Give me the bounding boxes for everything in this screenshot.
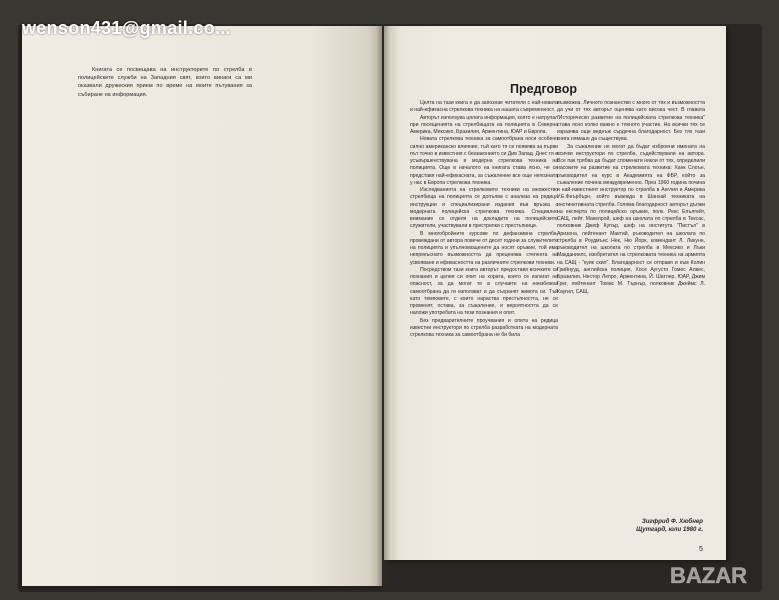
svg-text:BAZAR: BAZAR (670, 563, 747, 588)
paragraph: За съжаление не могат да бъдат изброени имената на всички инструктори по стрелба, съдействували на автора. Все пак трябва да бъдат споменати някои от тях, определили насоките на развитие на стрелковата техника: Ханк Слоън, ръководител на курс в Академията на ФБР, който за съжаление почина междувременно. През 1960 година почина и най-известният инструктор по стрелба в Англия и Америка У.Е.Феърбърн, който въвежда в Шанхай техниката на инстинктивната стрелба. Голяма благодарност авторът дължи на експерта по полицейско оръжие, полк. Рекс Епългейт, САЩ, лейт. Макелрой, шеф на школата по стрелба в Тексас, полковник Джеф Купър, шеф на института "Пистъл" в Аризона, лейтенант Мактий, ръководител на школата по стрелба в Роудмънс Нек, Ню Йорк, комендант Л. Ликунн, ръководител на школата по стрелба в Мексико и Лъки Макданиелс, изобретател на стрелковата техника на армията на САЩ - "куик скил". Благодарност се отправя и към Колин Грийнууд, английска полиция, Хосе Аугусто Гомес Алвес, Бразилия, Нестор Лепро, Аржентина, Й. Шатлер, ЮАР, Джим Грег, лейтенант Томас М. Търнър, полковник Джеймс Л. Каугил, САЩ. (557, 143, 705, 295)
paragraph: Посредством тази книга авторът предоставя всичките си познания и целия си опит на хората, които се излагат на опасност, за да могат те в случаите на неизбежна самоотбрана да ги използват и да съхранят живота си. Тъй като темповете, с които нараства престъпността, не се променят, остава, за съжаление, и вероятността да се наложи употребата на тези познания и опит. (410, 266, 558, 317)
paragraph: Изследванията на стрелковите техники на множество стрелбища на полицията се допълва с анализа на редица инструкции и специализирани издания във връзка с модерната полицейска стрелкова техника. Специално внимание се отделя на докладите на полицейските служители, участвували в престрелки с престъпници. (410, 187, 558, 230)
preface-column-right (557, 100, 705, 296)
author-name: Зигфрид Ф. Хюбнер (641, 518, 703, 525)
paragraph: Целта на тази книга е да запознае читателя с най-новата и най-ефикасна стрелкова техника на нашата съвременност. (410, 100, 558, 114)
page-title: Предговор (510, 82, 577, 96)
paragraph: Новата стрелкова техника за самоотбрана носи особено силно американско влияние, тъй като тя се появява за първи път точно в известния с беззаконието си Див Запад. Днес тя е усъвършенствувана в модерна стрелкова техника на полицията. Още в началото на книгата става ясно, че се представя най-ефикасната, за съжаление все още непозната у нас в Европа стрелкова техника. (410, 136, 558, 186)
paragraph: Авторът използува цялата информация, която е натрупал при посещенията на стрелбищата на полицията в Северна Америка, Мексико, Бразилия, Аржентина, ЮАР и Европа. (410, 114, 558, 135)
bazar-logo (664, 555, 774, 595)
page-number: 5 (699, 546, 703, 553)
left-page (22, 26, 382, 586)
author-signature (557, 518, 703, 535)
dedication-text (78, 66, 252, 99)
dedication-paragraph: Книгата се посвещава на инструкторите по стрелба в полицейските служби на Западния свят, които винаги са ми оказвали дружеския прием по време на моите пътувания за събиране на информация. (78, 67, 252, 98)
email-watermark: wenson431@gmail.co... (22, 18, 231, 38)
paragraph: В многобройните курсове по дефанзивна стрелба, провеждани от автора повече от десет години за служителите на полицията и упълномощените да носят оръжие, той има непрекъснато възможността да преценява степента на усвояване и ефикасността на различните стрелкови техники. (410, 230, 558, 266)
signature-place-date: Щутгард, юли 1980 г. (636, 526, 703, 534)
preface-column-left (410, 100, 558, 339)
book-spine (376, 26, 390, 586)
paragraph: възможна. Личното познанство с много от тях и възможността да учи от тях авторът оценява като висока чест. В главата "Историческо развитие на полицейската стрелкова техника" става ясно колко важно е тяхното участие. На всички тях се изразява още веднъж сърдечна благодарност. Без тях тази книга нямаше да съществува. (557, 100, 705, 143)
paragraph: Без предварителните проучвания и опита на редица известни инструктори по стрелба разработката на модерната стрелкова техника за самоотбрана не би била (410, 317, 558, 338)
